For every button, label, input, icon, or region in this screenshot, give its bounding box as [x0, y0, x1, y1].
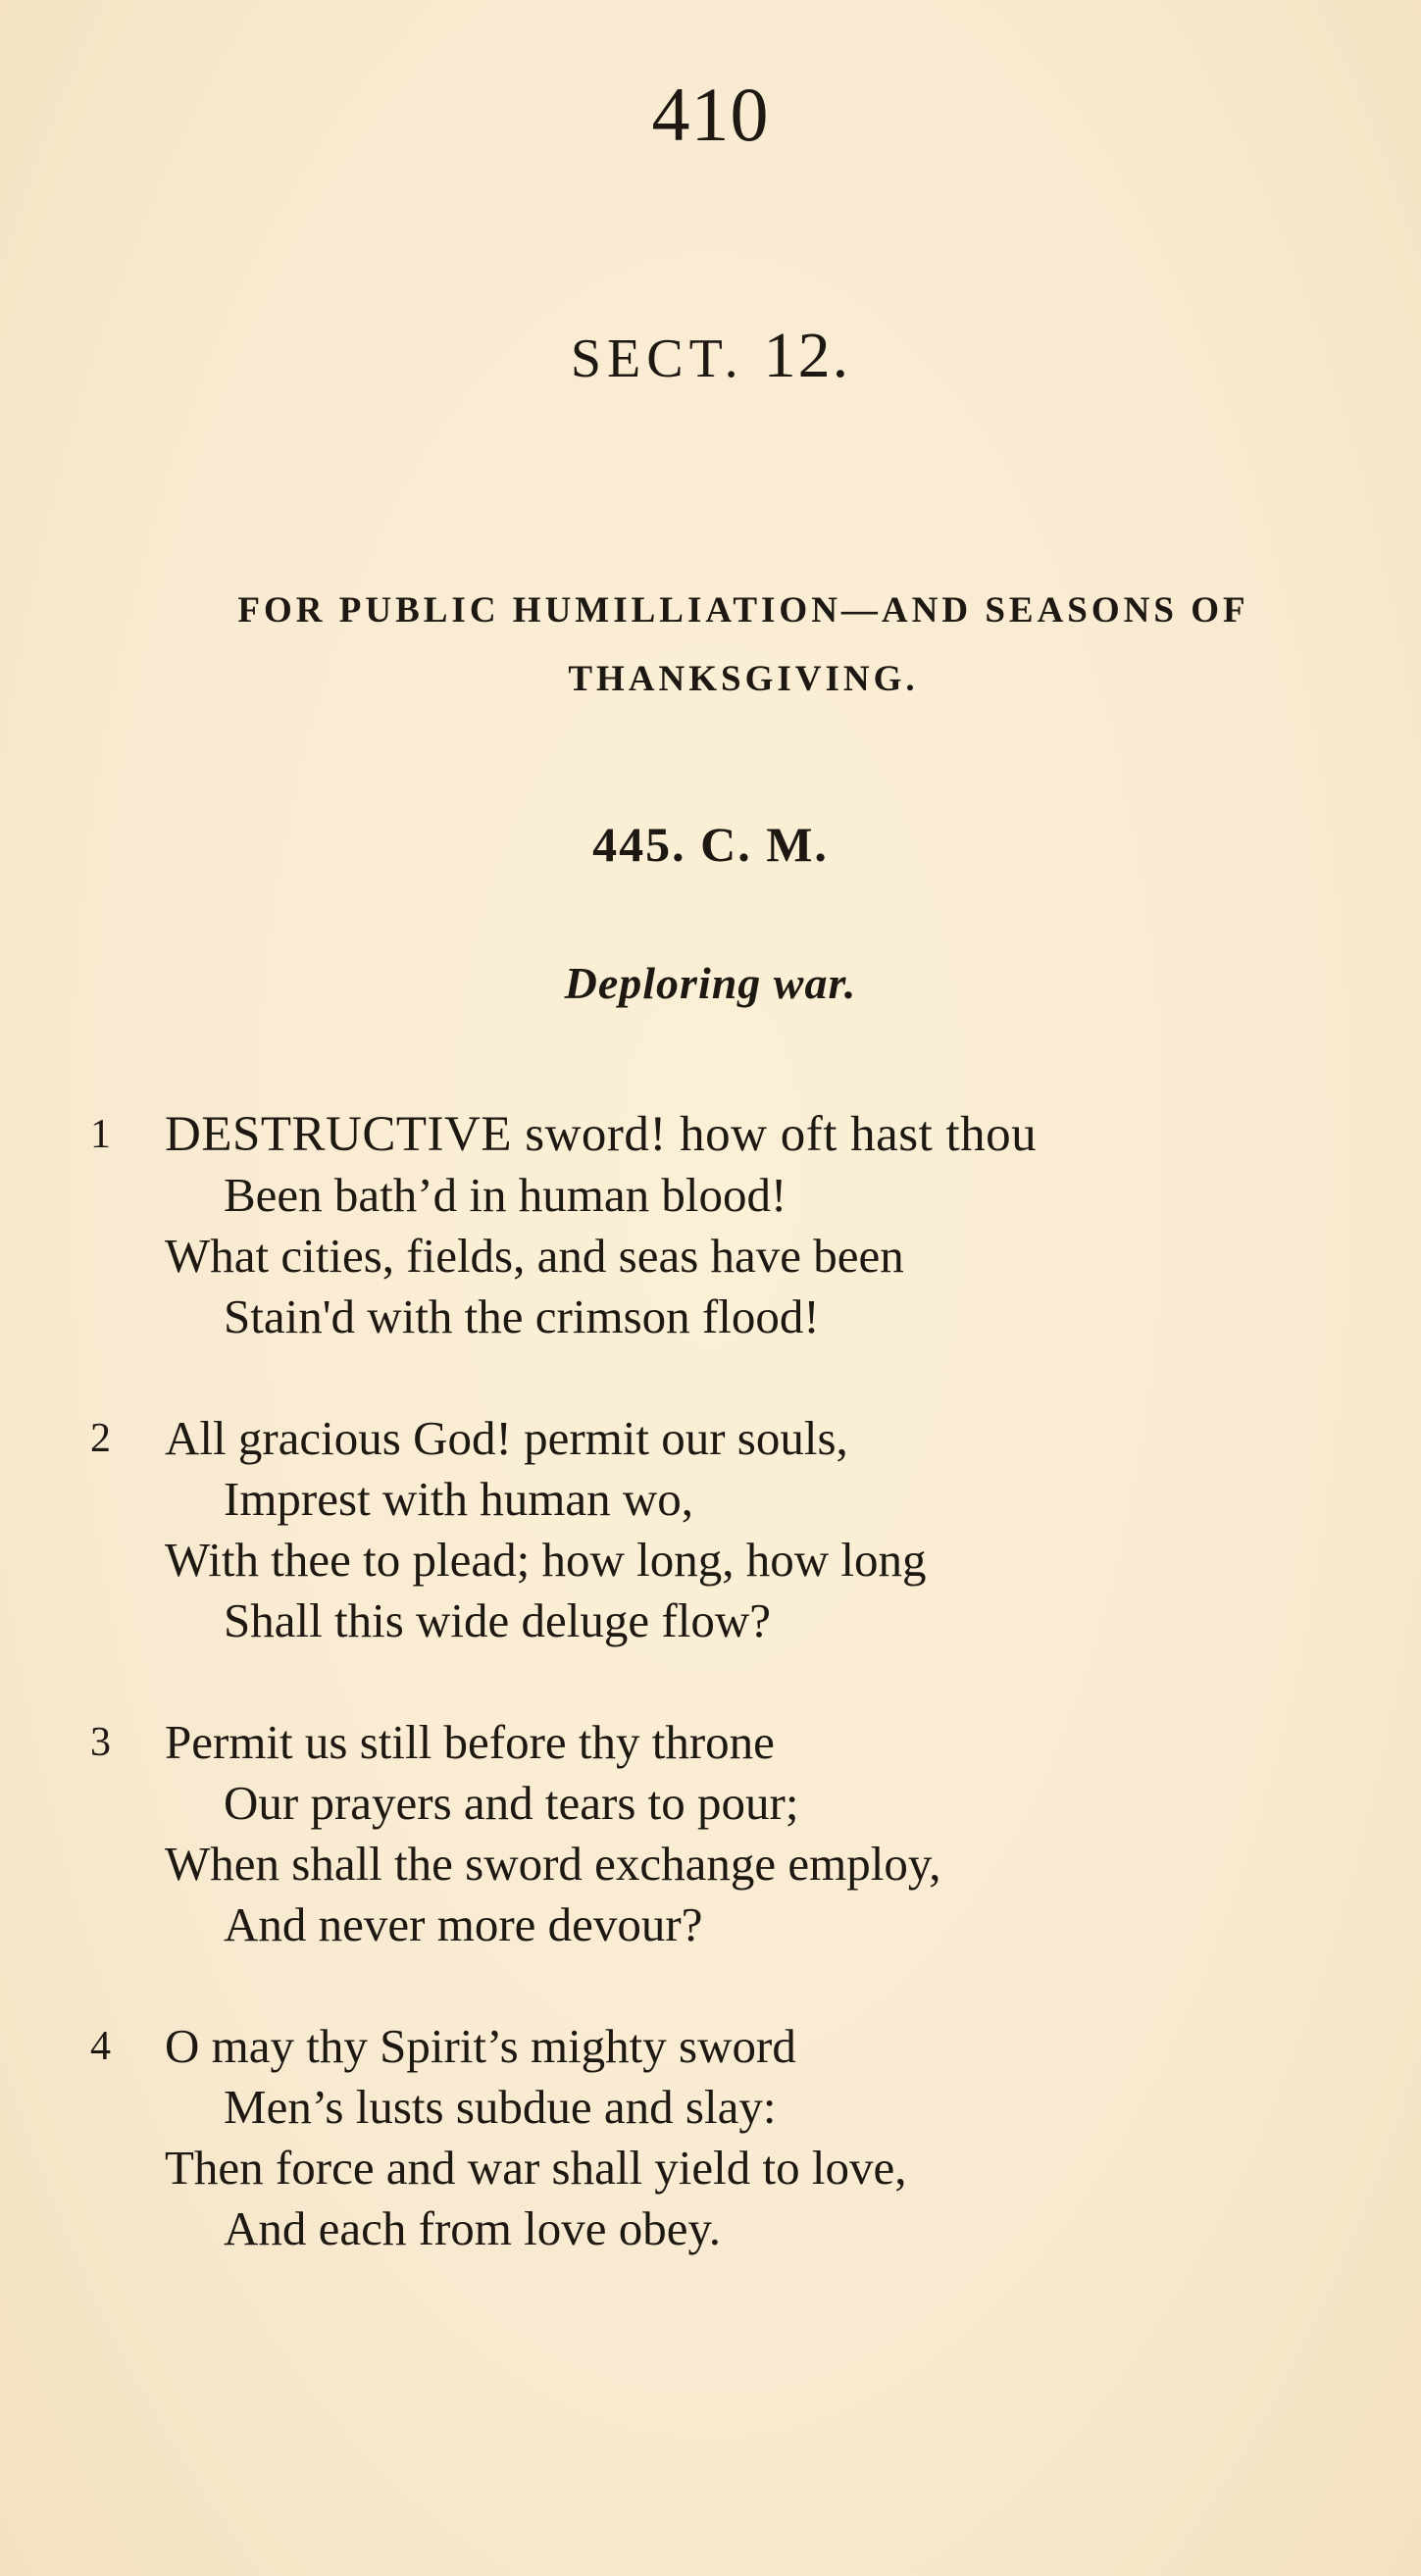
stanza	[90, 2016, 1385, 2259]
verse-line: Then force and war shall yield to love,	[165, 2141, 907, 2195]
verse-line: DESTRUCTIVE sword! how oft hast thou	[165, 1107, 1038, 1162]
section-subject	[106, 577, 1381, 714]
verse-line: With thee to plead; how long, how long	[165, 1533, 927, 1587]
verse-line: Stain'd with the crimson flood!	[224, 1289, 820, 1343]
section-heading	[0, 320, 1421, 391]
section-subject-line-2: THANKSGIVING.	[568, 659, 919, 699]
verse-line: All gracious God! permit our souls,	[165, 1411, 848, 1465]
verse-line: When shall the sword exchange employ,	[165, 1837, 941, 1891]
hymn-number-meter: 445. C. M.	[592, 817, 829, 872]
verse-line: Imprest with human wo,	[224, 1472, 694, 1526]
verse-line: And never more devour?	[224, 1897, 703, 1951]
stanza-number: 1	[90, 1112, 111, 1157]
verse-line: What cities, fields, and seas have been	[165, 1229, 904, 1283]
section-subject-line-1: FOR PUBLIC HUMILLIATION—AND SEASONS OF	[237, 590, 1249, 631]
stanza-number: 4	[90, 2024, 111, 2069]
page-number: 410	[651, 72, 770, 157]
verse-line: Permit us still before thy throne	[165, 1715, 775, 1769]
verse-line: And each from love obey.	[224, 2201, 722, 2255]
verse-line: Men’s lusts subdue and slay:	[224, 2080, 777, 2134]
stanza-number: 3	[90, 1720, 111, 1765]
section-number: 12.	[763, 320, 851, 391]
verse-line: Our prayers and tears to pour;	[224, 1776, 799, 1830]
stanza	[90, 1712, 1385, 1955]
stanza	[90, 1104, 1385, 1347]
verse-line: Been bath’d in human blood!	[224, 1168, 787, 1222]
section-label: SECT.	[570, 328, 744, 389]
verse-line: O may thy Spirit’s mighty sword	[165, 2019, 796, 2073]
stanza	[90, 1408, 1385, 1651]
verse-line: Shall this wide deluge flow?	[224, 1593, 771, 1647]
hymn-title: Deploring war.	[564, 958, 857, 1008]
stanza-number: 2	[90, 1416, 111, 1461]
